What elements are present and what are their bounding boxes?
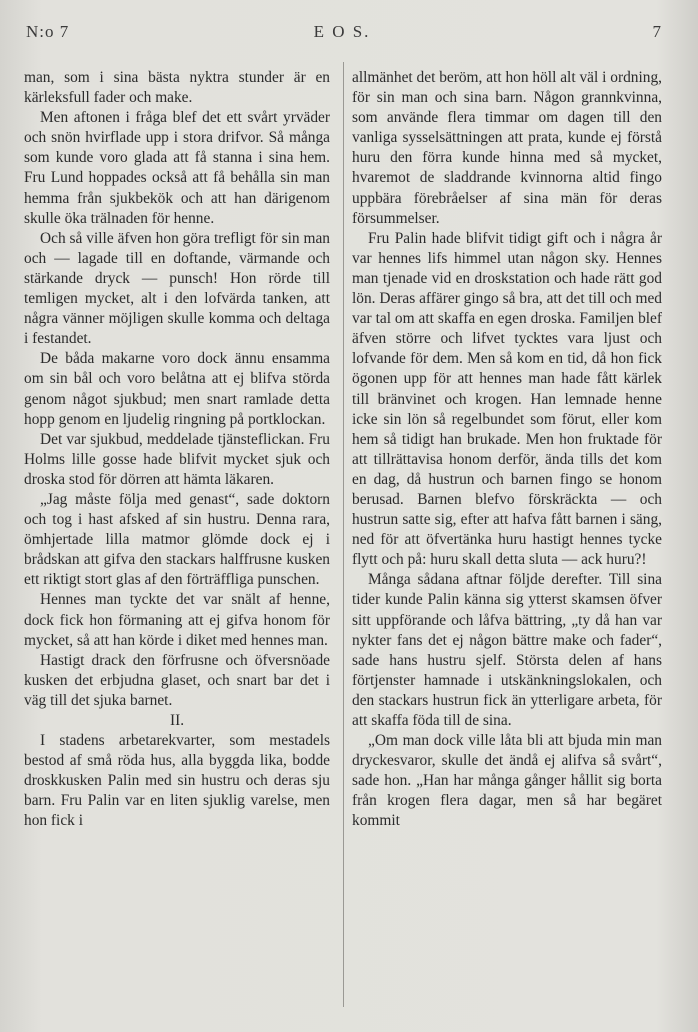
page-number: 7 [652,22,662,41]
left-column [24,68,330,832]
paragraph: Men aftonen i fråga blef det ett svårt yrväder och snön hvirflade upp i stora drifvor. Så många som kunde voro glada att få stanna i sina hem. Fru Lund hoppades också att få behålla sin man hemma från sjukbekök och att han därigenom skulle öka trälnaden för henne. [24,109,330,227]
paragraph: „Om man dock ville låta bli att bjuda min man dryckesvaror, skulle det ändå ej alifva så svårt“, sade hon. „Han har många gånger hållit sig borta från krogen flera dagar, men så har begäret kommit [352,732,662,830]
section-number: II. [169,712,185,729]
paragraph: allmänhet det beröm, att hon höll alt väl i ordning, för sin man och sina barn. Någon grannkvinna, som använde flera timmar om dagen till den vanliga sysselsättningen att prata, kunde ej förstå huru den förra kunde hinna med så mycket, hvaremot de sladdrande kvinnorna altid fingo uppbära förebråelser af sina män för deras försummelser. [352,69,662,227]
paragraph: De båda makarne voro dock ännu ensamma om sin bål och voro belåtna att ej blifva störda genom något sjukbud; men snart ramlade detta hopp genom en ljudelig ringning på portklockan. [24,350,330,428]
paragraph: Hennes man tyckte det var snält af henne, dock fick hon förmaning att ej gifva honom för mycket, så att han körde i diket med hennes man. [24,591,330,649]
paragraph: Det var sjukbud, meddelade tjänsteflickan. Fru Holms lille gosse hade blifvit mycket sjuk och droska stod för dörren att hämta läkaren. [24,430,330,488]
right-column [352,68,662,832]
paragraph: Fru Palin hade blifvit tidigt gift och i några år var hennes lifs himmel utan någon sky. Hennes man tjenade vid en droskstation och hade rätt god lön. Deras affärer gingo så bra, att det till och med var tal om att skaffa en egen droska. Familjen blef äfven större och lifvet tycktes vara ljust och lofvande för dem. Men så kom en tid, då hon fick ögonen upp för att hennes man hade fått kärlek till bränvinet och krogen. Han lemnade henne icke sin lön så regelbundet som förut, eller kom hem så tidigt han brukade. Men hon fruktade för att tillrättavisa honom derför, ända tills det kom en dag, då hustrun och barnen fingo se honom berusad. Barnen blefvo förskräckta — och hustrun satte sig, efter att hafva fått barnen i säng, ned för att öfvertänka huru hastigt hennes tycke flytt och på: huru skall detta sluta — ack huru?! [352,229,662,569]
page-header [22,22,662,46]
paragraph: man, som i sina bästa nyktra stunder är en kärleksfull fader och make. [24,69,330,107]
paragraph: I stadens arbetarekvarter, som mestadels bestod af små röda hus, alla byggda lika, bodde droskkusken Palin med sin hustru och deras sju barn. Fru Palin var en liten sjuklig varelse, men hon fick i [24,732,330,830]
column-divider [343,62,344,1007]
paragraph: Och så ville äfven hon göra trefligt för sin man och — lagade till en doftande, värmande och stärkande dryck — punsch! Hon rörde till temligen mycket, alt i den lofvärda tanken, att några vänner möjligen skulle komma och deltaga i festandet. [24,229,330,348]
issue-number: N:o 7 [26,22,70,41]
publication-title: E O S. [313,22,371,41]
paragraph: Hastigt drack den förfrusne och öfversnöade kusken det erbjudna glaset, och snart bar det i väg till det sjuka barnet. [24,651,330,709]
paragraph: „Jag måste följa med genast“, sade doktorn och tog i hast afsked af sin hustru. Denna rara, ömhjertade lilla matmor glömde dock ej i brådskan att gifva den stackars halffrusne kusken ett riktigt stort glas af den förträffliga punschen. [24,490,330,589]
paragraph: Många sådana aftnar följde derefter. Till sina tider kunde Palin känna sig ytterst skamsen öfver sitt uppförande och låfva bättring, „ty då han var nykter fans det ej någon bättre make och fader“, sade hans hustru sjelf. Största delen af hans förtjenster hamnade i utskänkningslokalen, och den stackars hustrun fick än ytterligare arbeta, för att skaffa föda till de sina. [352,571,662,729]
